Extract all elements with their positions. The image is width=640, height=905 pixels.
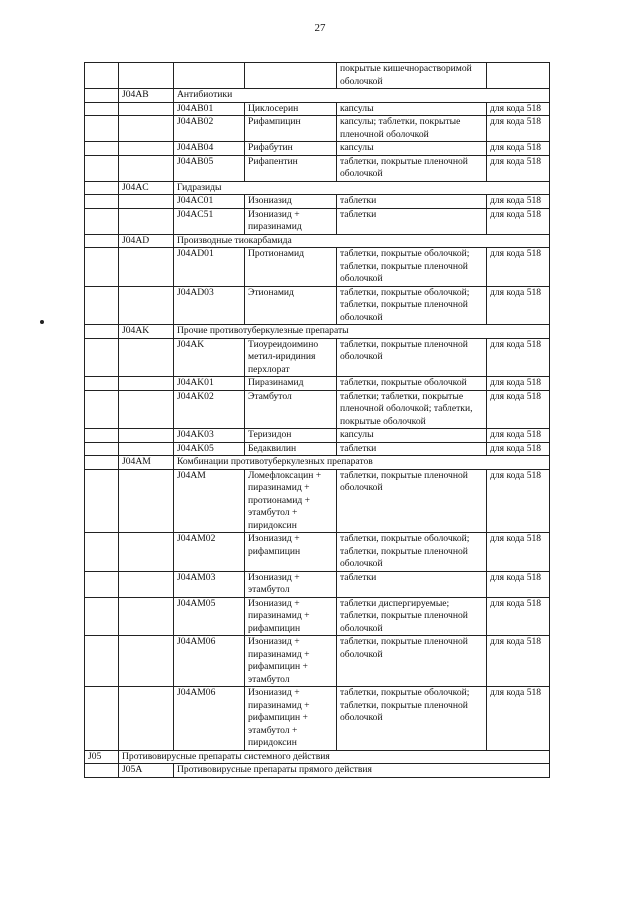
drug-name-cell: Изониазид + пиразинамид + рифампицин: [245, 597, 337, 636]
drug-code-cell: J04AD03: [174, 286, 245, 325]
drug-name-cell: Теризидон: [245, 429, 337, 443]
note-cell: для кода 518: [487, 248, 550, 287]
note-cell: для кода 518: [487, 116, 550, 142]
drug-name-cell: Ломефлоксацин + пиразинамид + протионамид + этамбутол + пиридоксин: [245, 469, 337, 533]
note-cell: для кода 518: [487, 636, 550, 687]
note-cell: для кода 518: [487, 286, 550, 325]
empty-cell: [85, 234, 119, 248]
drug-name-cell: Протионамид: [245, 248, 337, 287]
dosage-form-cell: таблетки, покрытые пленочной оболочкой: [337, 636, 487, 687]
group-code-cell: J05: [85, 750, 119, 764]
table-row-group: [85, 456, 550, 470]
drug-code-cell: J04AK03: [174, 429, 245, 443]
drug-table-body: [85, 63, 550, 778]
empty-cell: [119, 155, 174, 181]
group-code-cell: J04AK: [119, 325, 174, 339]
empty-cell: [119, 248, 174, 287]
empty-cell: [119, 442, 174, 456]
drug-code-cell: J04AC01: [174, 195, 245, 209]
empty-cell: [85, 195, 119, 209]
table-row-drug: [85, 142, 550, 156]
drug-table: [84, 62, 550, 778]
drug-code-cell: J04AK05: [174, 442, 245, 456]
empty-cell: [119, 286, 174, 325]
margin-dot: [40, 320, 44, 324]
note-cell: для кода 518: [487, 442, 550, 456]
note-cell: для кода 518: [487, 533, 550, 572]
empty-cell: [85, 442, 119, 456]
drug-name-cell: Изониазид + пиразинамид + рифампицин + этамбутол + пиридоксин: [245, 687, 337, 751]
table-row-drug: [85, 195, 550, 209]
table-row-drug: [85, 248, 550, 287]
dosage-form-cell: капсулы: [337, 142, 487, 156]
table-row-top-group: [85, 750, 550, 764]
drug-code-cell: J04AM06: [174, 636, 245, 687]
table-row-group: [85, 89, 550, 103]
empty-cell: [119, 636, 174, 687]
drug-name-cell: Этамбутол: [245, 390, 337, 429]
table-row-drug: [85, 636, 550, 687]
dosage-form-cell: таблетки, покрытые пленочной оболочкой: [337, 155, 487, 181]
empty-cell: [119, 63, 174, 89]
drug-name-cell: Тиоуреидоимино метил-иридиния перхлорат: [245, 338, 337, 377]
table-row-group: [85, 325, 550, 339]
drug-code-cell: J04AK: [174, 338, 245, 377]
empty-cell: [85, 89, 119, 103]
note-cell: для кода 518: [487, 338, 550, 377]
drug-code-cell: J04AB05: [174, 155, 245, 181]
drug-code-cell: J04AM03: [174, 571, 245, 597]
dosage-form-cell: таблетки, покрытые оболочкой: [337, 377, 487, 391]
empty-cell: [119, 469, 174, 533]
group-code-cell: J05A: [119, 764, 174, 778]
table-row-drug: [85, 390, 550, 429]
table-row-drug: [85, 571, 550, 597]
group-code-cell: J04AM: [119, 456, 174, 470]
drug-code-cell: J04AK01: [174, 377, 245, 391]
drug-code-cell: [174, 63, 245, 89]
table-row-drug: [85, 63, 550, 89]
empty-cell: [119, 597, 174, 636]
group-title-cell: Противовирусные препараты системного действия: [119, 750, 550, 764]
dosage-form-cell: таблетки: [337, 208, 487, 234]
empty-cell: [85, 338, 119, 377]
empty-cell: [85, 533, 119, 572]
empty-cell: [85, 116, 119, 142]
note-cell: для кода 518: [487, 195, 550, 209]
empty-cell: [119, 571, 174, 597]
empty-cell: [119, 195, 174, 209]
note-cell: для кода 518: [487, 155, 550, 181]
drug-name-cell: Рифабутин: [245, 142, 337, 156]
note-cell: для кода 518: [487, 469, 550, 533]
table-row-drug: [85, 687, 550, 751]
empty-cell: [85, 764, 119, 778]
empty-cell: [119, 338, 174, 377]
drug-code-cell: J04AB01: [174, 102, 245, 116]
drug-code-cell: J04AM06: [174, 687, 245, 751]
drug-code-cell: J04AD01: [174, 248, 245, 287]
drug-code-cell: J04AM: [174, 469, 245, 533]
drug-name-cell: [245, 63, 337, 89]
note-cell: для кода 518: [487, 390, 550, 429]
table-row-drug: [85, 533, 550, 572]
table-row-drug: [85, 377, 550, 391]
table-row-drug: [85, 469, 550, 533]
dosage-form-cell: таблетки: [337, 571, 487, 597]
drug-code-cell: J04AM02: [174, 533, 245, 572]
note-cell: для кода 518: [487, 571, 550, 597]
empty-cell: [85, 142, 119, 156]
dosage-form-cell: таблетки, покрытые оболочкой; таблетки, покрытые пленочной оболочкой: [337, 248, 487, 287]
table-row-drug: [85, 116, 550, 142]
dosage-form-cell: таблетки; таблетки, покрытые пленочной оболочкой; таблетки, покрытые оболочкой: [337, 390, 487, 429]
empty-cell: [85, 286, 119, 325]
group-title-cell: Противовирусные препараты прямого действия: [174, 764, 550, 778]
drug-name-cell: Изониазид + рифампицин: [245, 533, 337, 572]
drug-name-cell: Изониазид + пиразинамид + рифампицин + этамбутол: [245, 636, 337, 687]
dosage-form-cell: таблетки: [337, 442, 487, 456]
drug-code-cell: J04AB02: [174, 116, 245, 142]
dosage-form-cell: таблетки диспергируемые; таблетки, покрытые пленочной оболочкой: [337, 597, 487, 636]
dosage-form-cell: таблетки, покрытые оболочкой; таблетки, покрытые пленочной оболочкой: [337, 687, 487, 751]
empty-cell: [119, 208, 174, 234]
note-cell: для кода 518: [487, 429, 550, 443]
table-row-group: [85, 764, 550, 778]
table-row-group: [85, 234, 550, 248]
note-cell: [487, 63, 550, 89]
drug-name-cell: Рифампицин: [245, 116, 337, 142]
note-cell: для кода 518: [487, 687, 550, 751]
dosage-form-cell: таблетки, покрытые пленочной оболочкой: [337, 338, 487, 377]
empty-cell: [119, 687, 174, 751]
empty-cell: [85, 636, 119, 687]
empty-cell: [119, 142, 174, 156]
note-cell: для кода 518: [487, 597, 550, 636]
drug-code-cell: J04AK02: [174, 390, 245, 429]
table-row-drug: [85, 286, 550, 325]
group-title-cell: Прочие противотуберкулезные препараты: [174, 325, 550, 339]
drug-name-cell: Пиразинамид: [245, 377, 337, 391]
drug-name-cell: Циклосерин: [245, 102, 337, 116]
drug-code-cell: J04AC51: [174, 208, 245, 234]
page-number: 27: [314, 22, 326, 34]
table-row-drug: [85, 338, 550, 377]
empty-cell: [119, 377, 174, 391]
table-row-drug: [85, 102, 550, 116]
note-cell: для кода 518: [487, 208, 550, 234]
empty-cell: [85, 597, 119, 636]
empty-cell: [85, 155, 119, 181]
group-title-cell: Производные тиокарбамида: [174, 234, 550, 248]
drug-name-cell: Изониазид + этамбутол: [245, 571, 337, 597]
group-code-cell: J04AB: [119, 89, 174, 103]
empty-cell: [85, 248, 119, 287]
drug-name-cell: Этионамид: [245, 286, 337, 325]
group-code-cell: J04AC: [119, 181, 174, 195]
table-row-drug: [85, 442, 550, 456]
empty-cell: [119, 429, 174, 443]
empty-cell: [119, 533, 174, 572]
empty-cell: [85, 456, 119, 470]
table-row-group: [85, 181, 550, 195]
note-cell: для кода 518: [487, 102, 550, 116]
empty-cell: [119, 390, 174, 429]
drug-name-cell: Рифапентин: [245, 155, 337, 181]
dosage-form-cell: таблетки, покрытые пленочной оболочкой: [337, 469, 487, 533]
empty-cell: [119, 102, 174, 116]
dosage-form-cell: покрытые кишечнорастворимой оболочкой: [337, 63, 487, 89]
group-title-cell: Антибиотики: [174, 89, 550, 103]
group-code-cell: J04AD: [119, 234, 174, 248]
dosage-form-cell: таблетки: [337, 195, 487, 209]
empty-cell: [85, 687, 119, 751]
group-title-cell: Гидразиды: [174, 181, 550, 195]
empty-cell: [85, 325, 119, 339]
drug-name-cell: Изониазид + пиразинамид: [245, 208, 337, 234]
dosage-form-cell: таблетки, покрытые оболочкой; таблетки, покрытые пленочной оболочкой: [337, 533, 487, 572]
dosage-form-cell: капсулы: [337, 102, 487, 116]
table-row-drug: [85, 155, 550, 181]
note-cell: для кода 518: [487, 377, 550, 391]
empty-cell: [85, 469, 119, 533]
drug-code-cell: J04AB04: [174, 142, 245, 156]
note-cell: для кода 518: [487, 142, 550, 156]
drug-code-cell: J04AM05: [174, 597, 245, 636]
drug-name-cell: Изониазид: [245, 195, 337, 209]
dosage-form-cell: капсулы; таблетки, покрытые пленочной оболочкой: [337, 116, 487, 142]
empty-cell: [85, 390, 119, 429]
empty-cell: [119, 116, 174, 142]
empty-cell: [85, 429, 119, 443]
empty-cell: [85, 63, 119, 89]
table-row-drug: [85, 429, 550, 443]
empty-cell: [85, 571, 119, 597]
empty-cell: [85, 377, 119, 391]
table-row-drug: [85, 597, 550, 636]
group-title-cell: Комбинации противотуберкулезных препаратов: [174, 456, 550, 470]
table-row-drug: [85, 208, 550, 234]
empty-cell: [85, 181, 119, 195]
dosage-form-cell: таблетки, покрытые оболочкой; таблетки, покрытые пленочной оболочкой: [337, 286, 487, 325]
empty-cell: [85, 102, 119, 116]
dosage-form-cell: капсулы: [337, 429, 487, 443]
drug-name-cell: Бедаквилин: [245, 442, 337, 456]
empty-cell: [85, 208, 119, 234]
